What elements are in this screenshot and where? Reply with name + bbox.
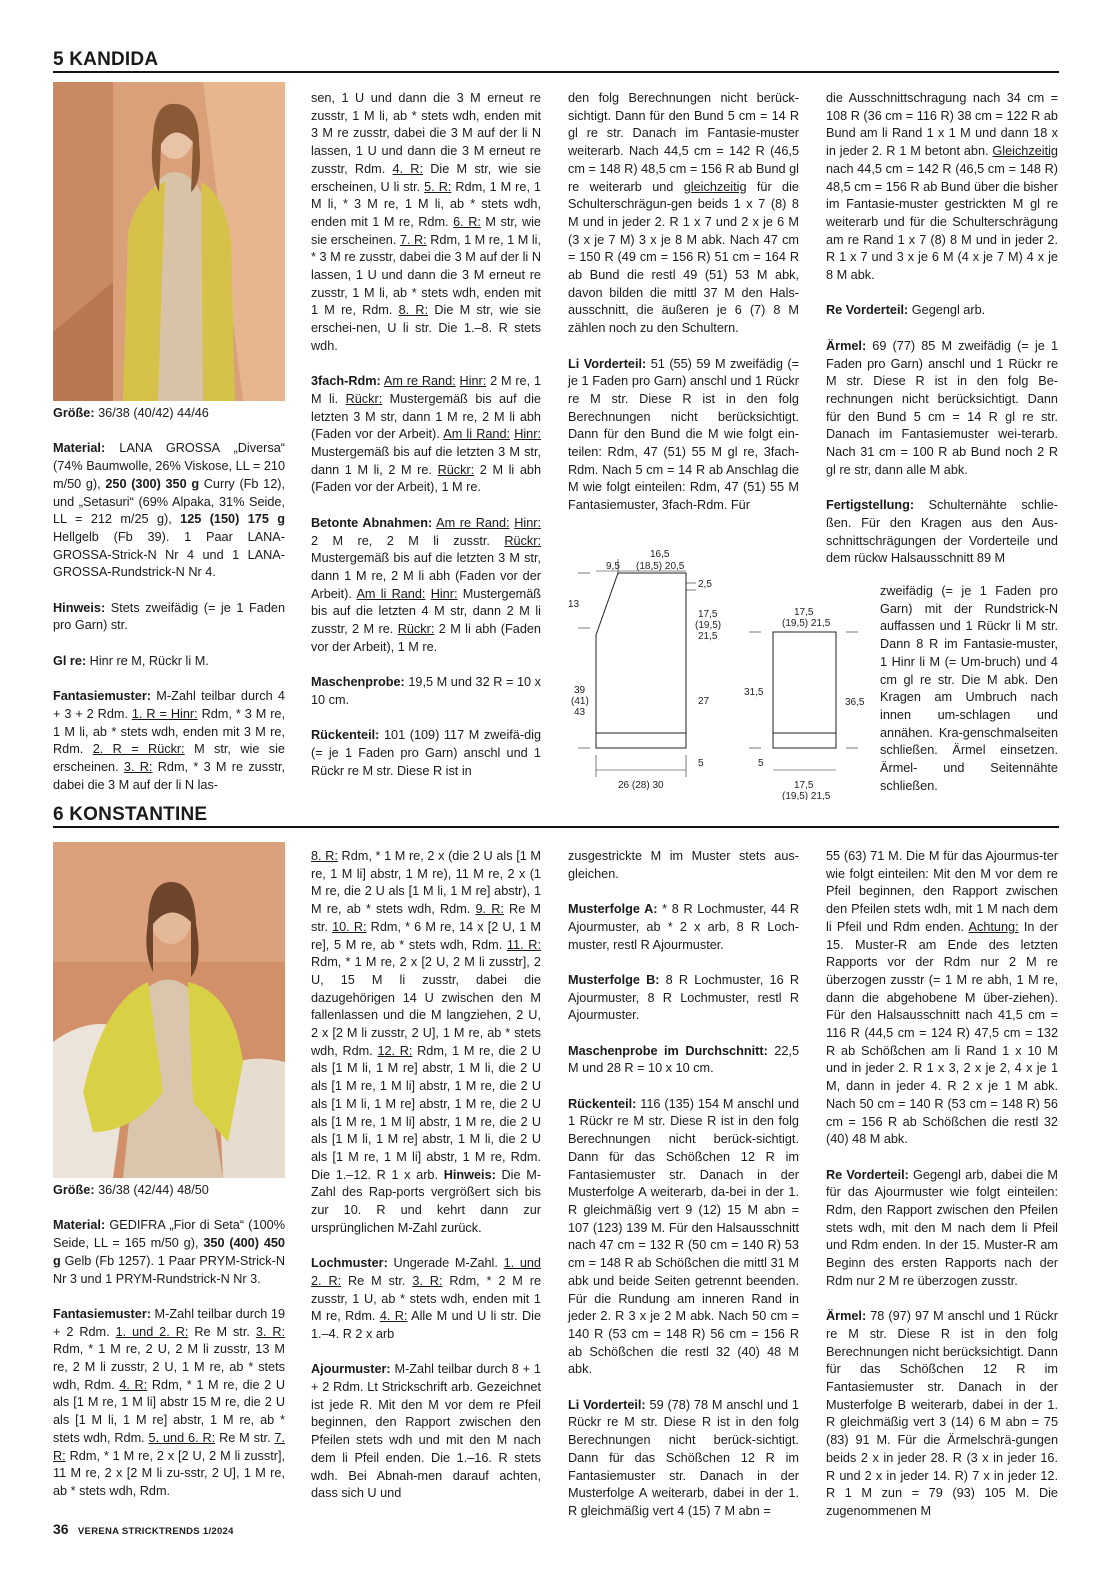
konstantine-right-front: Re Vorderteil: Gegengl arb, dabei die M für das Ajourmuster wie folgt einteilen: Rdm, den Rapport zwischen den Pfeilen stets wdh, mit den M nach dem li Pfeil und Rdm enden. In der 15. Muster-R am Beginn des ersten Rapports nach der Rdm nur 2 M re überzogen zusstr. (826, 1167, 1058, 1288)
dim-5: 5 (698, 758, 704, 769)
dim-13: 13 (568, 599, 580, 610)
konstantine-material: Material: GEDIFRA „Fior di Seta“ (100% Seide, LL = 165 m/50 g), 350 (400) 450 g Gelb (Fb 1257). 1 Paar PRYM-Strick-N Nr 3 und 1 PRYM-Rundstrick-N Nr 3. (53, 1218, 285, 1286)
section-title-kandida: 5 KANDIDA (53, 50, 1059, 73)
konstantine-gauge: Maschenprobe im Durchschnitt: 22,5 M und 28 R = 10 x 10 cm. (568, 1043, 799, 1076)
konstantine-left-front: Li Vorderteil: 59 (78) 78 M anschl und 1 Rückr re M str. Diese R ist in den folg Berechnungen nicht berück-sichtigt. Dann für das Schößchen 12 R im Fantasiemuster str. Danach in der Musterfolge A weiterarb, dabei in der 1. R gleichmäßig vert 4 (15) 7 M abn = (568, 1397, 799, 1518)
konstantine-sequence-b: Musterfolge B: 8 R Lochmuster, 16 R Ajourmuster, 8 R Lochmuster, restl R Ajourmuster. (568, 972, 800, 1023)
kandida-schematic (566, 545, 866, 800)
konstantine-pattern: Fantasiemuster: M-Zahl teilbar durch 19 + 2 Rdm. 1. und 2. R: Re M str. 3. R: Rdm, * 1 M re, 2 U, 2 M li zusstr, 13 M re, 2 M li zusstr, 2 U, 1 M re, ab * stets wdh, Rdm. 4. R: Rdm, * 1 M re, die 2 U als [1 M re, 1 M li] abstr 15 M re, die 2 U als [1 M li, 1 M re] abstr, 1 M re, ab * stets wdh, Rdm. 5. und 6. R: Re M str. 7. R: Rdm, * 1 M re, 2 x [2 U, 2 M li zusstr], 11 M re, 2 x [2 M li zu-sstr, 2 U], 1 M re, ab * stets wdh, Rdm. (53, 1306, 286, 1498)
kandida-sleeve: Ärmel: 69 (77) 85 M zweifädig (= je 1 Faden pro Garn) anschl und 1 Rückr re M str. Diese R ist in den folg Be-rechnungen nicht berücksichtigt. Dann für den Bund 5 cm = 14 R gl re str. Danach im Fantasiemuster wei-terarb. Nach 31 cm = 100 R ab Bund noch 2 R gl re str, dann alle M abk. (826, 338, 1058, 477)
sleeve-top-2: (19,5) 21,5 (782, 618, 831, 629)
page-footer (53, 1521, 234, 1537)
konstantine-eyelet: Lochmuster: Ungerade M-Zahl. 1. und 2. R: Re M str. 3. R: Rdm, * 2 M re zusstr, 1 U, ab * stets wdh, enden mit 1 M re, Rdm. 4. R: Alle M und U li str. Die 1.–4. R 2 x arb (311, 1256, 542, 1341)
kandida-decreases: Betonte Abnahmen: Am re Rand: Hinr: 2 M re, 2 M li zusstr. Rückr: Mustergemäß bis auf die letzten 3 M str, dann 1 M re, 2 M li abh (Faden vor der Arbeit). Am li Rand: Hinr: Mustergemäß bis auf die letzten 4 M str, dann 2 M li zusstr, 2 M re. Rückr: 2 M li abh (Faden vor der Arbeit), 1 M re. (311, 515, 542, 654)
sleeve-left: 31,5 (744, 687, 764, 698)
konstantine-size: Größe: 36/38 (42/44) 48/50 (53, 1183, 209, 1197)
dim-width: 26 (28) 30 (618, 780, 664, 791)
kandida-column-2 (311, 90, 541, 798)
kandida-left-front: Li Vorderteil: 51 (55) 59 M zweifädig (= je 1 Faden pro Garn) anschl und 1 Rückr re M str. Diese R ist in den folg Berechnungen nicht berücksichtigt. Dann für den Bund die M wie folgt ein-teilen: Rdm, 47 (51) 55 M gl re, 3fach-Rdm. Nach 5 cm = 14 R ab Anschlag die M wie folgt einteilen: Rdm, 47 (51) 55 M Fantasiemuster, 3fach-Rdm. Für (568, 356, 799, 513)
photo-konstantine (53, 842, 285, 1178)
dim-m3: 21,5 (698, 631, 718, 642)
dim-27: 27 (698, 696, 710, 707)
sleeve-bot-2: (19,5) 21,5 (782, 791, 831, 800)
kandida-back-cont: den folg Berechnungen nicht berück-sichtigt. Dann für den Bund 5 cm = 14 R gl re str. Danach im Fantasie-muster weiterarb. Nach 44,5 cm = 142 R (46,5 cm = 148 R) 48,5 cm = 156 R ab Bund gl re weiterarb und gleichzeitig für die Schulterschrägun-gen beids 1 x 7 (8) 8 M und in jeder 2. R 1 x 7 und 2 x je 6 M (3 x je 7 M) 3 x je 8 M abk. Nach 47 cm = 150 R (49 cm = 156 R) 51 cm = 164 R ab Bund die restl 49 (51) 53 M abk, davon bilden die mittl 37 M den Hals-ausschnitt, die äußeren je 6 (7) 8 M zählen noch zu den Schultern. (568, 91, 799, 336)
dim-41: (41) (571, 696, 589, 707)
konstantine-column-4 (826, 848, 1058, 1538)
sleeve-right: 36,5 (845, 697, 865, 708)
konstantine-column-3 (568, 848, 799, 1538)
sleeve-bot-1: 17,5 (794, 780, 814, 791)
kandida-column-1 (53, 405, 285, 812)
kandida-finishing-cont-block (880, 583, 1058, 813)
dim-shoulder-1: 16,5 (650, 549, 670, 560)
konstantine-sequence-a: Musterfolge A: * 8 R Lochmuster, 44 R Ajourmuster, ab * 2 x arb, 8 R Loch-muster, restl R Ajourmuster. (568, 902, 799, 952)
kandida-gauge: Maschenprobe: 19,5 M und 32 R = 10 x 10 cm. (311, 675, 541, 707)
konstantine-lace: Ajourmuster: M-Zahl teilbar durch 8 + 1 + 2 Rdm. Lt Strickschrift arb. Gezeichnet ist jede R. Mit den M vor dem re Pfeil beginnen, den Rapport zwischen den Pfeilen stets wdh und mit den M nach dem li Pfeil enden. Die 1.–16. R stets wdh. Bei Abnah-men darauf achten, dass sich U und (311, 1362, 541, 1501)
dim-m2: (19,5) (695, 620, 722, 631)
konstantine-column-2 (311, 848, 541, 1521)
kandida-column-3 (568, 90, 799, 533)
sleeve-cuff: 5 (758, 758, 764, 769)
konstantine-sleeve: Ärmel: 78 (97) 97 M anschl und 1 Rückr re M str. Diese R ist in den folg Berechnungen nicht berücksichtigt. Dann für das Schößchen 12 R im Fantasiemuster str. Danach in der Musterfolge B weiterarb, dabei in der 1. R gleichmäßig vert 3 (14) 6 M abn = 75 (83) 91 M. Für die Ärmelschrä-gungen beids 2 x in jeder 28. R (3 x in jeder 16. R und 2 x in jeder 14. R) 7 x in jeder 12. R 1 M zun = 79 (93) 105 M. Die zugenommenen M (826, 1309, 1058, 1518)
konstantine-left-front-cont: 55 (63) 71 M. Die M für das Ajourmus-ter wie folgt einteilen: Mit den M vor dem re Pfeil beginnen, den Rapport zwischen den Pfeilen stets wdh, mit 1 M nach dem li Pfeil und Rdm enden. Achtung: In der 15. Muster-R am Ende des letzten Rapports vor der Rdm nur 2 M re überzogen zusstr (= 1 M re abh, 1 M re, dann die abgehobene M über-ziehen). Für den Halsausschnitt nach 41,5 cm = 116 R (44,5 cm = 124 R) 47,5 cm = 132 R ab Schößchen am li Rand 1 x 10 M und in jeder 2. R 1 x 3, 2 x je 2, 4 x je 1 M, dann in jeder 4. R 2 x je 1 M abk. Nach 50 cm = 140 R (53 cm = 148 R) 56 cm = 156 R ab Schößchen die restl 32 (40) 48 M abk. (826, 849, 1058, 1147)
kandida-edge: 3fach-Rdm: Am re Rand: Hinr: 2 M re, 1 M li. Rückr: Mustergemäß bis auf die letzten 3 M str, dann 1 M re, 2 M li abh (Faden vor der Arbeit). Am li Rand: Hinr: Mustergemäß bis auf die letzten 3 M str, dann 1 M li, 2 M re. Rückr: 2 M li abh (Faden vor der Arbeit), 1 M re. (311, 374, 542, 495)
kandida-pattern: Fantasiemuster: M-Zahl teilbar durch 4 + 3 + 2 Rdm. 1. R = Hinr: Rdm, * 3 M re, 1 M li, ab * stets wdh, enden mit 3 M re, Rdm. 2. R = Rückr: M str, wie sie erscheinen. 3. R: Rdm, * 3 M re zusstr, dabei die 3 M auf der li N las- (53, 689, 286, 792)
dim-m1: 17,5 (698, 609, 718, 620)
photo-kandida (53, 82, 285, 401)
kandida-note: Hinweis: Stets zweifädig (= je 1 Faden pro Garn) str. (53, 600, 285, 633)
konstantine-back: Rückenteil: 116 (135) 154 M anschl und 1 Rückr re M str. Diese R ist in den folg Berechnungen nicht berück-sichtigt. Dann für das Schößchen 12 R im Fantasiemuster str. Danach in der Musterfolge A weiterarb, da-bei in der 1. R gleichmäßig vert 9 (12) 15 M abn = 107 (123) 139 M. Für den Halsausschnitt nach 47 cm = 132 R (50 cm = 140 R) 53 cm = 148 R ab Schößchen die mittl 31 M abk und beide Seiten getrennt beenden. Für die Rundung am inneren Rand in jeder 2. R 3 x je 2 M abk. Nach 50 cm = 140 R (53 cm = 148 R) 56 cm = 156 R ab Schößchen die restl 32 (40) 48 M abk. (568, 1096, 799, 1377)
kandida-material: Material: LANA GROSSA „Diversa“ (74% Baumwolle, 26% Viskose, LL = 210 m/50 g), 250 (300) 350 g Curry (Fb 12), und „Setasuri“ (69% Alpaka, 31% Seide, LL = 212 m/25 g), 125 (150) 175 g Hellgelb (Fb 39). 1 Paar LANA-GROSSA-Strick-N Nr 4 und 1 LANA-GROSSA-Rundstrick-N Nr 4. (53, 441, 286, 580)
dim-neck: 9,5 (606, 561, 620, 572)
page-number: 36 (53, 1521, 69, 1537)
dim-slope: 2,5 (698, 579, 712, 590)
kandida-column-4 (826, 90, 1058, 568)
dim-43: 43 (574, 707, 586, 718)
kandida-pattern-cont: sen, 1 U und dann die 3 M erneut re zusstr, 1 M li, ab * stets wdh, enden mit 3 M re zusstr, dabei die 3 M auf der li N lassen, 1 U und dann die 3 M erneut re zusstr, Rdm. 4. R: Die M str, wie sie erscheinen, U li str. 5. R: Rdm, 1 M re, 1 M li, * 3 M re, 1 M li, ab * stets wdh, enden mit 1 M re, Rdm. 6. R: M str, wie sie erscheinen. 7. R: Rdm, 1 M re, 1 M li, * 3 M re zusstr, dabei die 3 M auf der li N lassen, 1 U und dann die 3 M erneut re zusstr, 1 M li, ab * stets wdh, enden mit 1 M re, Rdm. 8. R: Die M str, wie sie erschei-nen, U li str. Die 1.–8. R stets wdh. (311, 91, 542, 353)
dim-shoulder-2: (18,5) 20,5 (636, 561, 685, 572)
kandida-stockinette: Gl re: Hinr re M, Rückr li M. (53, 653, 209, 668)
kandida-left-front-cont: die Ausschnittschragung nach 34 cm = 108 R (36 cm = 116 R) 38 cm = 122 R ab Bund am li Rand 1 x 1 M und dann 18 x in jeder 2. R 1 M betont abn. Gleichzeitig nach 44,5 cm = 142 R (46,5 cm = 148 R) 48,5 cm = 156 R ab Bund über die bisher im Fantasie-muster gestrickten M gl re weiterarb und für die Schulterschrägung am re Rand 1 x 7 (8) 8 M und in jeder 2. R 1 x 7 und 3 x je 6 M (4 x je 7 M) 4 x je 8 M abk. (826, 91, 1058, 283)
section-title-konstantine: 6 KONSTANTINE (53, 805, 1059, 828)
magazine-name: VERENA STRICKTRENDS 1/2024 (77, 1526, 234, 1537)
kandida-right-front: Re Vorderteil: Gegengl arb. (826, 303, 986, 318)
sleeve-top-1: 17,5 (794, 607, 814, 618)
kandida-finishing: Fertigstellung: Schulternähte schlie-ßen. Für den Kragen aus den Aus-schnittschrägungen der Vorderteile und dem rückw Halsausschnitt 89 M (826, 498, 1058, 566)
kandida-size: Größe: 36/38 (40/42) 44/46 (53, 406, 209, 420)
konstantine-lace-cont: zusgestrickte M im Muster stets aus-gleichen. (568, 849, 799, 881)
kandida-back: Rückenteil: 101 (109) 117 M zweifä-dig (= je 1 Faden pro Garn) anschl und 1 Rückr re M str. Diese R ist in (311, 728, 541, 778)
dim-39: 39 (574, 685, 586, 696)
kandida-finishing-cont: zweifädig (= je 1 Faden pro Garn) mit der Rundstrick-N auffassen und 1 Rückr li M str. Dann 8 R im Fantasie-muster, 1 Hinr li M (= Um-bruch) und 4 cm gl re str. Die M abk. Den Kragen am Umbruch nach innen um-schlagen und annähen. Kra-genschmalseiten schließen. Ärmel einsetzen. Ärmel- und Seitennähte schließen. (880, 584, 1058, 793)
konstantine-pattern-cont: 8. R: Rdm, * 1 M re, 2 x (die 2 U als [1 M re, 1 M li] abstr, 1 M re), 11 M re, 2 x (1 M re, die 2 U als [1 M li, 1 M re] abstr), 1 M re, ab * stets wdh, Rdm. 9. R: Re M str. 10. R: Rdm, * 6 M re, 14 x [2 U, 1 M re], 5 M re, ab * stets wdh, Rdm. 11. R: Rdm, * 1 M re, 2 x [2 U, 2 M li zusstr], 2 U, 15 M li zusstr, dabei die dazugehörigen 14 U zwischen den M fallenlassen und die M langziehen, 2 U, 2 x [2 M li zusstr, 2 U], 1 M re, ab * stets wdh, Rdm. 12. R: Rdm, 1 M re, die 2 U als [1 M li, 1 M re] abstr, 1 M li, die 2 U als [1 M re, 1 M li] abstr, 1 M re, die 2 U als [1 M li, 1 M re] abstr, 1 M re, die 2 U als [1 M re, 1 M li] abstr, 1 M re, die 2 U als [1 M li, 1 M re] abstr, 1 M li, die 2 U als [1 M re, 1 M li] abstr, 1 M re, Rdm. Die 1.–12. R 1 x arb. Hinweis: Die M-Zahl des Rap-ports vergrößert sich bis zur 10. R und kehrt dann zur ursprünglichen M-Zahl zurück. (311, 849, 542, 1235)
konstantine-column-1 (53, 1182, 285, 1518)
